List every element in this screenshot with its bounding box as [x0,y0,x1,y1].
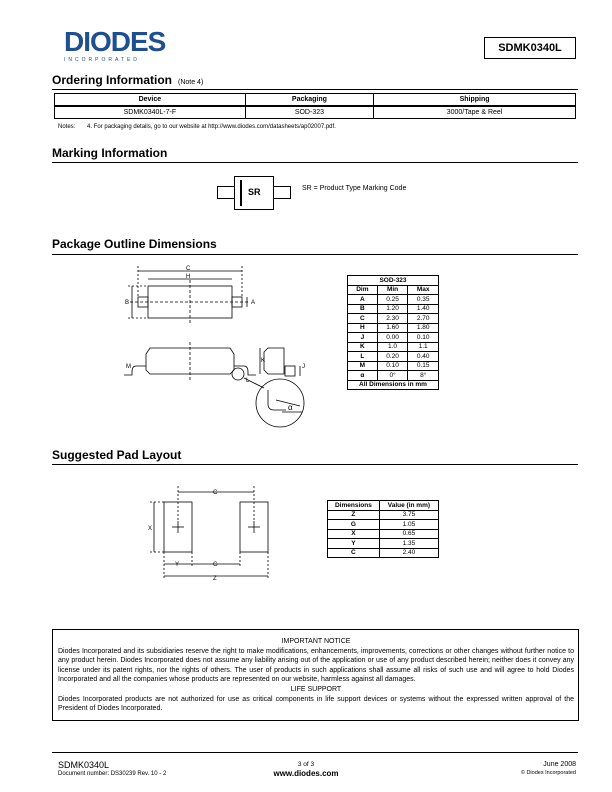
ordering-col-shipping: Shipping [374,94,576,107]
dim-max: 2.70 [408,314,439,324]
pad-label-g: G [213,562,218,568]
dim-key: J [348,333,378,343]
dim-label-m: M [126,364,131,370]
dim-min: 0.00 [377,333,408,343]
ordering-title [52,73,203,87]
dim-max: 1.40 [408,304,439,314]
marking-title: Marking Information [52,146,168,160]
sod323-dimensions-table [347,275,439,390]
col-dim: Dim [348,285,378,295]
pad-label-y: Y [175,562,180,568]
life-support-title: LIFE SUPPORT [290,685,342,693]
footer-website-link[interactable]: www.diodes.com [273,769,339,778]
logo-subtext: INCORPORATED [64,57,140,63]
pad-key: C [328,548,380,558]
section-rule [52,89,578,90]
ordering-title-text: Ordering Information [52,73,172,87]
ordering-col-packaging: Packaging [245,94,373,107]
footer-page-number: 3 of 3 [297,761,315,768]
dim-min: 2.30 [377,314,408,324]
pad-value: 0.65 [379,529,438,539]
dim-key: H [348,323,378,333]
part-number-box: SDMK0340L [484,37,576,59]
dim-label-j: J [302,364,305,370]
pad-value: 1.05 [379,520,438,530]
outline-title: Package Outline Dimensions [52,237,217,251]
dim-key: α [348,371,378,381]
footer-date: June 2008 [543,761,576,768]
marking-code: SR [248,187,261,197]
pad-label-z: Z [213,576,217,582]
dim-label-h: H [186,274,191,280]
dim-min: 0.20 [377,352,408,362]
pad-label-x: X [148,526,153,532]
section-rule [52,162,578,163]
table-row [328,520,439,530]
pad-key: G [328,520,380,530]
dim-max: 0.35 [408,295,439,305]
col-max: Max [408,285,439,295]
dim-key: M [348,361,378,371]
dim-max: 0.10 [408,333,439,343]
logo-text: DIODES [64,26,166,57]
table-row [348,304,439,314]
dim-label-alpha: α [288,403,293,412]
table-row [348,371,439,381]
table-row [348,333,439,343]
table-row [348,352,439,362]
dim-key: L [348,352,378,362]
dim-key: A [348,295,378,305]
dim-label-c: C [186,266,191,272]
section-rule [52,464,578,465]
pad-value: 2.40 [379,548,438,558]
diodes-logo [64,28,176,66]
dim-label-a: A [251,300,256,306]
table-row [348,314,439,324]
dim-min: 0.10 [377,361,408,371]
pad-dimensions-table [327,500,439,558]
section-rule [52,254,578,255]
dim-label-l: L [246,378,250,384]
ordering-table [54,93,576,119]
footer-copyright: © Diodes Incorporated [520,770,576,776]
table-row [348,295,439,305]
dim-min: 0.25 [377,295,408,305]
life-support-body: Diodes Incorporated products are not authorized for use as critical components in life support devices or systems without the expressed written approval of the President of Diodes Incorporated. [58,695,574,713]
pad-key: X [328,529,380,539]
table-row [55,106,576,119]
pad-layout-drawing [140,484,280,586]
pad-key: Z [328,510,380,520]
package-outline-drawing [120,262,340,434]
dim-min: 0° [377,371,408,381]
important-notice-box [52,629,579,721]
dim-key: K [348,342,378,352]
ordering-packaging: SOD-323 [245,106,373,119]
cathode-band [240,180,242,206]
table-row [328,510,439,520]
dim-label-k: K [261,358,266,364]
notes-text: 4. For packaging details, go to our website at http://www.diodes.com/datasheets/ap02007.pdf. [87,124,336,130]
notes-label: Notes: [58,124,76,130]
table-row [328,548,439,558]
ordering-shipping: 3000/Tape & Reel [374,106,576,119]
dim-key: C [348,314,378,324]
dim-max: 0.40 [408,352,439,362]
dim-min: 1.20 [377,304,408,314]
marking-lead-right [274,186,291,199]
pad-value: 1.35 [379,539,438,549]
pad-key: Y [328,539,380,549]
footer-document-number: Document number: DS30239 Rev. 10 - 2 [58,771,167,777]
pad-layout-title: Suggested Pad Layout [52,448,182,462]
dim-min: 1.0 [377,342,408,352]
dim-max: 8° [408,371,439,381]
footer-rule [52,752,578,753]
dim-label-b: B [125,300,130,306]
table-row [348,323,439,333]
ordering-note-ref: (Note 4) [178,79,204,86]
ordering-col-device: Device [55,94,246,107]
col-value: Value (in mm) [379,501,438,511]
important-notice-title: IMPORTANT NOTICE [281,638,351,645]
important-notice-body: Diodes Incorporated and its subsidiaries reserve the right to make modifications, enhancements, improvements, corrections or other changes without further notice to any product herein. Diodes Incorporated does not assume any liability arising out of the application or use of any product described herein; neither does it convey any license under its patent rights, nor the rights of others. The user of products in such applications shall assume all risks of such use and will agree to hold Diodes Incorporated and all the companies whose products are represented on our website, harmless against all damages. [58,647,574,684]
ordering-notes [58,124,336,130]
table-row [328,539,439,549]
ordering-device: SDMK0340L-7-F [55,106,246,119]
dim-min: 1.60 [377,323,408,333]
marking-lead-left [217,186,234,199]
table-row [348,342,439,352]
col-dimensions: Dimensions [328,501,380,511]
pad-value: 3.75 [379,510,438,520]
dim-max: 1.80 [408,323,439,333]
pad-label-c: C [213,490,218,496]
sod323-table-footer: All Dimensions in mm [348,380,439,390]
table-row [328,529,439,539]
dim-max: 0.15 [408,361,439,371]
footer-part-number: SDMK0340L [58,760,110,770]
table-row [348,361,439,371]
marking-description: SR = Product Type Marking Code [302,185,407,192]
col-min: Min [377,285,408,295]
sod323-table-title: SOD-323 [348,276,439,286]
dim-key: B [348,304,378,314]
dim-max: 1.1 [408,342,439,352]
